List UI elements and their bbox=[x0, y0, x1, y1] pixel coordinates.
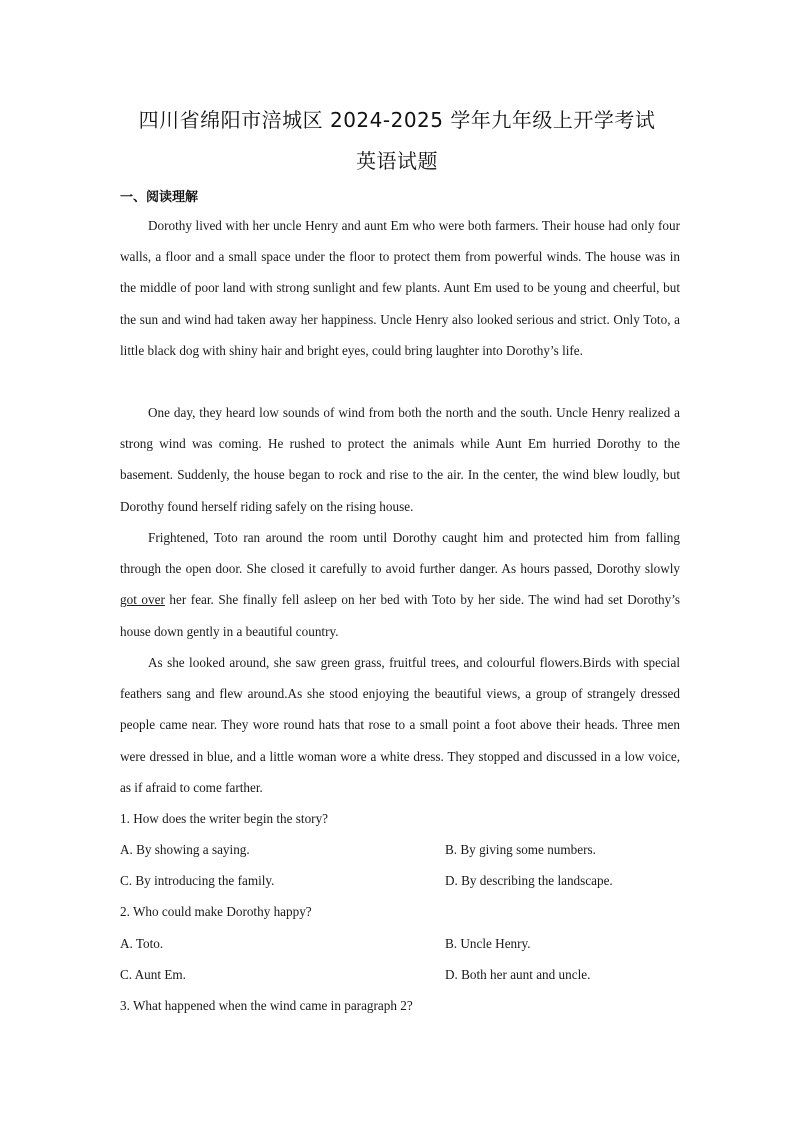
paragraph-3-text-after: her fear. She finally fell asleep on her bed with Toto by her side. The wind had set Dorothy’s house down gently in a beautiful country. bbox=[120, 592, 680, 639]
passage-paragraph-2: One day, they heard low sounds of wind from both the north and the south. Uncle Henry realized a strong wind was coming. He rushed to protect the animals while Aunt Em hurried Dorothy to the basement. Suddenly, the house began to rock and rise to the air. In the center, the wind blew loudly, but Dorothy found herself riding safely on the rising house. bbox=[120, 405, 680, 514]
question-2-option-c: C. Aunt Em. bbox=[120, 967, 186, 982]
paragraph-3-text-before: Frightened, Toto ran around the room until Dorothy caught him and protected him from falling through the open door. She closed it carefully to avoid further danger. As hours passed, Dorothy slowly bbox=[120, 530, 680, 577]
question-1-option-d: D. By describing the landscape. bbox=[445, 873, 613, 888]
exam-title: 四川省绵阳市涪城区 2024-2025 学年九年级上开学考试 bbox=[138, 108, 656, 132]
question-1-option-b: B. By giving some numbers. bbox=[445, 842, 596, 857]
question-1-option-c: C. By introducing the family. bbox=[120, 873, 275, 888]
question-2-option-b: B. Uncle Henry. bbox=[445, 936, 531, 951]
question-3-stem: 3. What happened when the wind came in paragraph 2? bbox=[120, 998, 413, 1013]
question-1-stem: 1. How does the writer begin the story? bbox=[120, 811, 329, 826]
exam-subject: 英语试题 bbox=[356, 149, 438, 173]
question-2-stem: 2. Who could make Dorothy happy? bbox=[120, 904, 312, 919]
passage-paragraph-3 bbox=[120, 522, 680, 647]
question-2-option-a: A. Toto. bbox=[120, 936, 164, 951]
question-1-option-a: A. By showing a saying. bbox=[120, 842, 250, 857]
passage-paragraph-4: As she looked around, she saw green grass, fruitful trees, and colourful flowers.Birds with special feathers sang and flew around.As she stood enjoying the beautiful views, a group of strangely dressed people came near. They wore round hats that rose to a small point a foot above their heads. Three men were dressed in blue, and a little woman wore a white dress. They stopped and discussed in a low voice, as if afraid to come farther. bbox=[120, 655, 680, 795]
passage-paragraph-1: Dorothy lived with her uncle Henry and aunt Em who were both farmers. Their house had only four walls, a floor and a small space under the floor to protect them from powerful winds. The house was in the middle of poor land with strong sunlight and few plants. Aunt Em used to be young and cheerful, but the sun and wind had taken away her happiness. Uncle Henry also looked serious and strict. Only Toto, a little black dog with shiny hair and bright eyes, could bring laughter into Dorothy’s life. bbox=[120, 218, 680, 358]
underlined-phrase: got over bbox=[120, 592, 165, 608]
question-2-option-d: D. Both her aunt and uncle. bbox=[445, 967, 591, 982]
section-heading: 一、阅读理解 bbox=[120, 190, 199, 205]
